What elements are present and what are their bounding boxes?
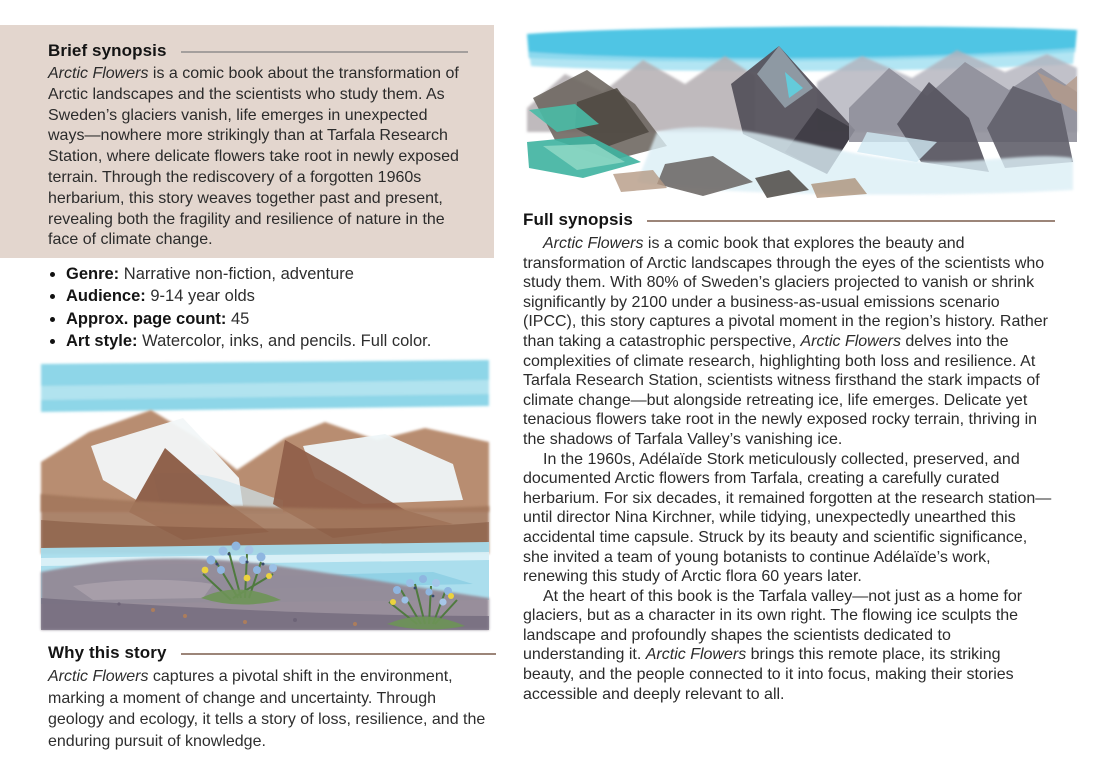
- brief-synopsis-heading: Brief synopsis: [48, 41, 167, 60]
- why-heading-row: [48, 643, 496, 663]
- full-synopsis-paragraph-3: At the heart of this book is the Tarfala valley—not just as a home for glaciers, but as a character in its own right. The flowing ice sculpts the landscape and profoundly shapes the scientists dedicated to understanding it. Arctic Flowers brings this remote place, its striking beauty, and the people connected to it into focus, making their stories accessible and deeply relevant to all.: [523, 587, 1023, 703]
- book-details-list: [66, 263, 490, 353]
- brief-synopsis-text: Arctic Flowers is a comic book about the transformation of Arctic landscapes and the scientists who study them. As Sweden’s glaciers vanish, life emerges in unexpected ways—nowhere more strikingly than at Tarfala Research Station, where delicate flowers take root in newly exposed terrain. Through the rediscovery of a forgotten 1960s herbarium, this story weaves together past and present, revealing both the fragility and resilience of nature in the face of climate change.: [48, 65, 459, 249]
- heading-rule: [181, 51, 468, 53]
- sky-wash: [41, 360, 489, 412]
- full-synopsis-paragraphs: [523, 234, 1055, 704]
- brown-mountains: [41, 410, 489, 555]
- heading-rule: [181, 653, 496, 655]
- full-synopsis-heading: Full synopsis: [523, 210, 633, 229]
- detail-genre: • Genre: Narrative non-fiction, adventure: [66, 263, 490, 285]
- detail-audience: • Audience: 9-14 year olds: [66, 285, 490, 307]
- brief-synopsis-box: [0, 25, 494, 258]
- detail-art-style: • Art style: Watercolor, inks, and pencils. Full color.: [66, 330, 490, 352]
- tarfala-valley-watercolor-illustration: [33, 352, 497, 633]
- why-this-story-section: [48, 643, 496, 752]
- sky-wash: [527, 27, 1077, 72]
- heading-rule: [647, 220, 1055, 222]
- full-synopsis-paragraph-2: In the 1960s, Adélaïde Stork meticulously collected, preserved, and documented Arctic flowers from Tarfala, creating a carefully curated herbarium. For six decades, it remained forgotten at the research station—until director Nina Kirchner, while tidying, unexpectedly unearthed this accidental time capsule. Struck by its beauty and scientific significance, she invited a team of young botanists to continue Adélaïde’s work, renewing this study of Arctic flora 60 years later.: [523, 450, 1052, 586]
- why-heading: Why this story: [48, 643, 167, 662]
- brief-synopsis-heading-row: [48, 41, 468, 61]
- why-text: Arctic Flowers captures a pivotal shift in the environment, marking a moment of change and uncertainty. Through geology and ecology, it tells a story of loss, resilience, and the enduring pursuit of knowledge.: [48, 668, 486, 750]
- mountain-panorama-watercolor-illustration: [517, 12, 1087, 204]
- detail-page-count: • Approx. page count: 45: [66, 308, 490, 330]
- full-synopsis-section: [523, 210, 1055, 704]
- full-synopsis-paragraph-1: Arctic Flowers is a comic book that explores the beauty and transformation of Arctic landscapes through the eyes of the scientists who study them. With 80% of Sweden’s glaciers projected to vanish or shrink significantly by 2100 under a business-as-usual emissions scenario (IPCC), this story captures a pivotal moment in the region’s history. Rather than taking a catastrophic perspective, Arctic Flowers delves into the complexities of climate research, highlighting both loss and resilience. At Tarfala Research Station, scientists witness firsthand the stark impacts of climate change—but alongside retreating ice, life emerges. Delicate yet tenacious flowers take root in the newly exposed rocky terrain, thriving in the shadows of Tarfala Valley’s vanishing ice.: [523, 235, 1048, 448]
- full-synopsis-heading-row: [523, 210, 1055, 230]
